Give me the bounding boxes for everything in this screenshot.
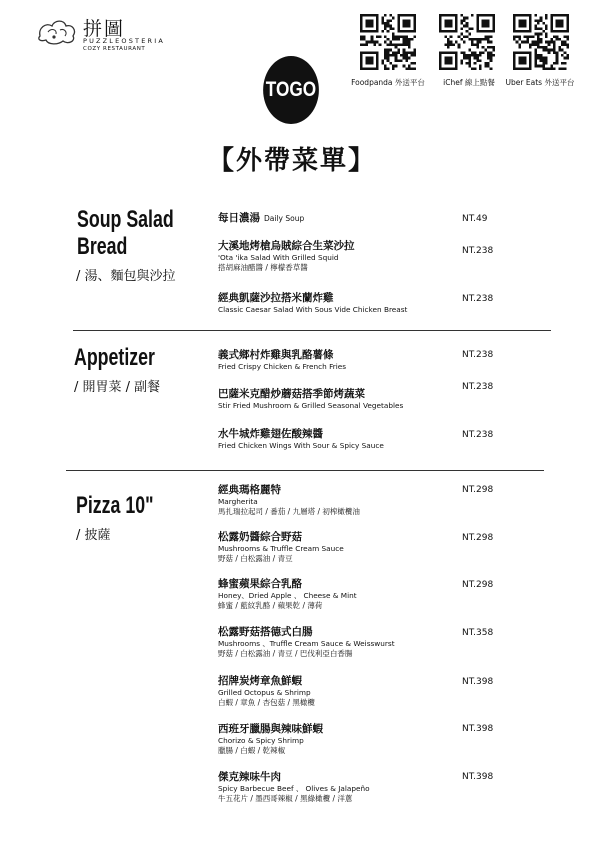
ichef-label: iChef 線上點餐 (443, 78, 495, 87)
item-price: NT.238 (462, 382, 494, 392)
item-ingredients: 白蝦 / 章魚 / 杏包菇 / 黑橄欖 (218, 698, 315, 707)
item-price: NT.238 (462, 246, 494, 256)
item-price: NT.238 (462, 294, 494, 304)
item-name: 水牛城炸雞翅佐酸辣醬 (218, 428, 323, 440)
item-ingredients: 野菇 / 白松露油 / 青豆 / 巴伐利亞白香腸 (218, 649, 353, 658)
item-name: 經典凱薩沙拉搭米蘭炸雞 (218, 292, 334, 304)
section-title-pizza: Pizza 10" (76, 492, 154, 519)
item-english: Mushrooms 、Truffle Cream Sauce & Weisswurst (218, 639, 395, 648)
menu-item (218, 626, 458, 659)
menu-item (218, 771, 458, 804)
item-price: NT.238 (462, 350, 494, 360)
menu-title: 【外帶菜單】 (207, 146, 376, 176)
item-name: 大溪地烤槍烏賊綜合生菜沙拉 (218, 240, 355, 252)
brand-subtitle: COZY RESTAURANT (83, 46, 146, 52)
item-name: 義式鄉村炸雞與乳酪薯條 (218, 349, 334, 361)
menu-item (218, 292, 458, 315)
item-price: NT.398 (462, 772, 494, 782)
ubereats-qr-code-icon[interactable] (513, 14, 569, 70)
item-price: NT.358 (462, 628, 494, 638)
item-price: NT.398 (462, 677, 494, 687)
item-price: NT.298 (462, 533, 494, 543)
item-english: Fried Chicken Wings With Sour & Spicy Sauce (218, 441, 384, 450)
item-english: Grilled Octopus & Shrimp (218, 688, 311, 697)
item-english: Stir Fried Mushroom & Grilled Seasonal Vegetables (218, 401, 404, 410)
item-name: 每日濃湯 (218, 212, 260, 224)
item-english: Chorizo & Spicy Shrimp (218, 736, 304, 745)
item-ingredients: 牛五花片 / 墨西哥辣椒 / 黑綠橄欖 / 洋蔥 (218, 794, 353, 803)
item-ingredients: 蜂蜜 / 藍紋乳酪 / 蘋果乾 / 薄荷 (218, 601, 323, 610)
menu-item (218, 212, 458, 225)
menu-item (218, 388, 458, 411)
section-title-appetizer: Appetizer (74, 344, 155, 371)
section-divider (73, 330, 551, 331)
item-name: 巴薩米克醋炒蘑菇搭季節烤蔬菜 (218, 388, 365, 400)
foodpanda-qr-code-icon[interactable] (360, 14, 416, 70)
section-title-bread: Bread (77, 233, 128, 260)
section-divider (66, 470, 544, 471)
item-english: Classic Caesar Salad With Sous Vide Chicken Breast (218, 305, 408, 314)
foodpanda-label: Foodpanda 外送平台 (351, 78, 425, 87)
item-name: 蜂蜜蘋果綜合乳酪 (218, 578, 302, 590)
item-ingredients: 搭胡麻油醋醬 / 檸檬香草醬 (218, 263, 308, 272)
menu-item (218, 484, 458, 517)
ichef-qr-code-icon[interactable] (439, 14, 495, 70)
menu-item (218, 240, 458, 273)
brand-name-english: PUZZLEOSTERIA (83, 37, 165, 45)
menu-item (218, 578, 458, 611)
menu-item (218, 723, 458, 756)
item-price: NT.398 (462, 724, 494, 734)
item-price: NT.298 (462, 580, 494, 590)
item-price: NT.238 (462, 430, 494, 440)
item-english: Fried Crispy Chicken & French Fries (218, 362, 347, 371)
item-name: 經典瑪格麗特 (218, 484, 281, 496)
item-ingredients: 馬扎瑞拉起司 / 番茄 / 九層塔 / 初榨橄欖油 (218, 507, 360, 516)
menu-item (218, 531, 458, 564)
item-name: 松露野菇搭德式白腸 (218, 626, 313, 638)
item-english: Mushrooms & Truffle Cream Sauce (218, 544, 344, 553)
togo-badge: TOGO (263, 56, 319, 124)
section-subtitle-appetizer: / 開胃菜 / 副餐 (74, 380, 161, 395)
menu-item (218, 349, 458, 372)
ubereats-label: Uber Eats 外送平台 (505, 78, 575, 87)
item-ingredients: 臘腸 / 白蝦 / 乾辣椒 (218, 746, 286, 755)
section-subtitle-pizza: / 披薩 (76, 528, 111, 543)
menu-item (218, 428, 458, 451)
item-price: NT.49 (462, 214, 488, 224)
item-price: NT.298 (462, 485, 494, 495)
section-title-soup-salad: Soup Salad (77, 206, 174, 233)
item-english: Spicy Barbecue Beef 、 Olives & Jalapeño (218, 784, 370, 793)
item-english: Honey、Dried Apple 、 Cheese & Mint (218, 591, 357, 600)
item-name-english: Daily Soup (264, 214, 305, 223)
item-english: 'Ota 'ika Salad With Grilled Squid (218, 253, 339, 262)
puzzle-logo-icon (36, 16, 78, 46)
menu-item (218, 675, 458, 708)
item-ingredients: 野菇 / 白松露油 / 青豆 (218, 554, 293, 563)
section-subtitle-soup: / 湯、麵包與沙拉 (76, 269, 176, 284)
item-english: Margherita (218, 497, 258, 506)
item-name: 招牌炭烤章魚鮮蝦 (218, 675, 302, 687)
brand-name-chinese: 拼圖 (83, 18, 126, 40)
item-name: 傑克辣味牛肉 (218, 771, 281, 783)
item-name: 西班牙臘腸與辣味鮮蝦 (218, 723, 323, 735)
item-name: 松露奶醬綜合野菇 (218, 531, 302, 543)
